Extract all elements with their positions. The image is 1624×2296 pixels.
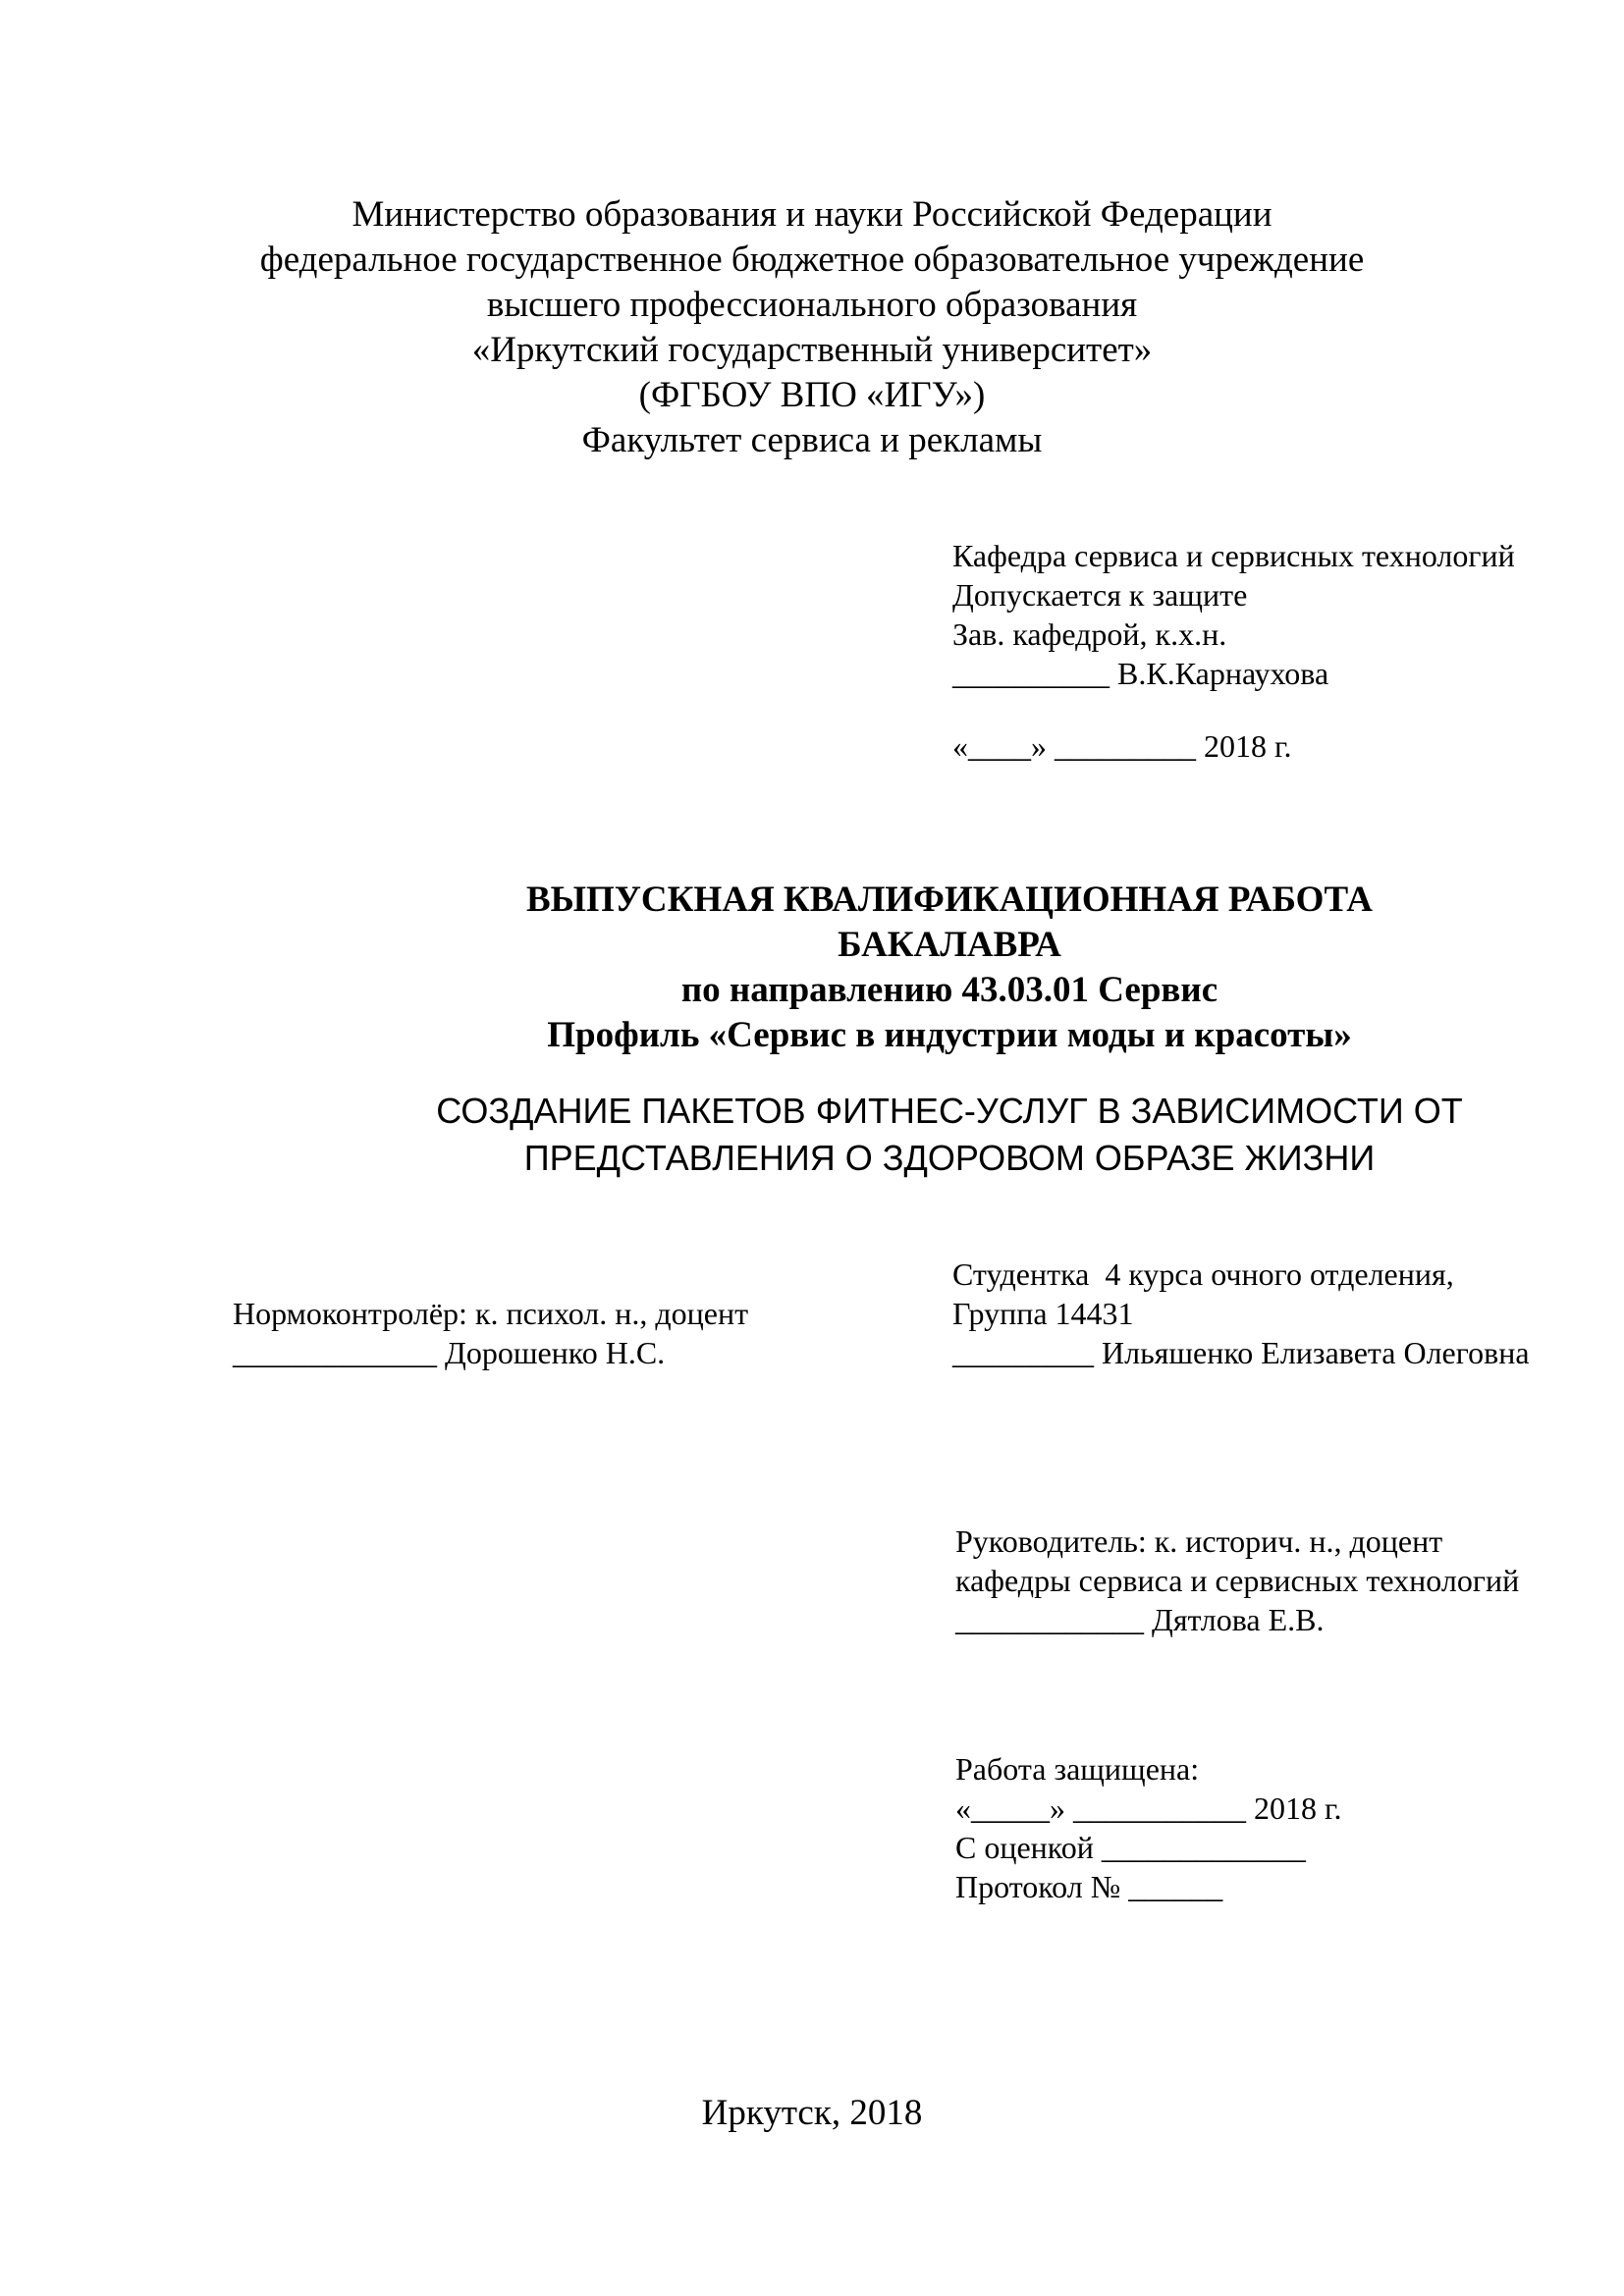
institution-type-line: федеральное государственное бюджетное образовательное учреждение — [259, 240, 1365, 280]
defended-line: Работа защищена: — [955, 1751, 1200, 1787]
supervisor-signature-line: ____________ Дятлова Е.В. — [955, 1602, 1325, 1637]
university-name-line: «Иркутский государственный университет» — [471, 330, 1153, 370]
head-signature-line: __________ В.К.Карнаухова — [952, 656, 1329, 691]
approval-date-line: «____» _________ 2018 г. — [952, 728, 1292, 764]
department-line: Кафедра сервиса и сервисных технологий — [952, 538, 1515, 573]
admitted-line: Допускается к защите — [952, 577, 1248, 613]
protocol-line: Протокол № ______ — [955, 1869, 1223, 1904]
work-type-line: ВЫПУСКНАЯ КВАЛИФИКАЦИОННАЯ РАБОТА — [525, 880, 1374, 920]
city-year: Иркутск, 2018 — [701, 2093, 923, 2133]
normocontroller-line: Нормоконтролёр: к. психол. н., доцент — [233, 1296, 749, 1331]
direction-line: по направлению 43.03.01 Сервис — [680, 970, 1218, 1010]
grade-line: С оценкой _____________ — [955, 1830, 1306, 1865]
topic-line-2: ПРЕДСТАВЛЕНИЯ О ЗДОРОВОМ ОБРАЗЕ ЖИЗНИ — [523, 1138, 1376, 1178]
topic-line-1: СОЗДАНИЕ ПАКЕТОВ ФИТНЕС-УСЛУГ В ЗАВИСИМОСТИ ОТ — [436, 1091, 1463, 1131]
normocontroller-signature-line: _____________ Дорошенко Н.С. — [233, 1335, 666, 1370]
head-of-department-line: Зав. кафедрой, к.х.н. — [952, 616, 1227, 652]
profile-line: Профиль «Сервис в индустрии моды и красоты» — [547, 1015, 1352, 1055]
education-level-line: высшего профессионального образования — [486, 285, 1138, 325]
supervisor-department-line: кафедры сервиса и сервисных технологий — [955, 1563, 1520, 1598]
defense-date-line: «_____» ___________ 2018 г. — [955, 1790, 1342, 1826]
university-abbr-line: (ФГБОУ ВПО «ИГУ») — [638, 375, 986, 415]
student-course-line: Студентка 4 курса очного отделения, — [952, 1256, 1454, 1292]
student-signature-line: _________ Ильяшенко Елизавета Олеговна — [952, 1335, 1530, 1370]
ministry-line: Министерство образования и науки Российской Федерации — [352, 194, 1272, 235]
faculty-line: Факультет сервиса и рекламы — [581, 420, 1043, 460]
student-group-line: Группа 14431 — [952, 1296, 1134, 1331]
degree-line: БАКАЛАВРА — [838, 925, 1061, 965]
supervisor-title-line: Руководитель: к. историч. н., доцент — [955, 1523, 1443, 1559]
